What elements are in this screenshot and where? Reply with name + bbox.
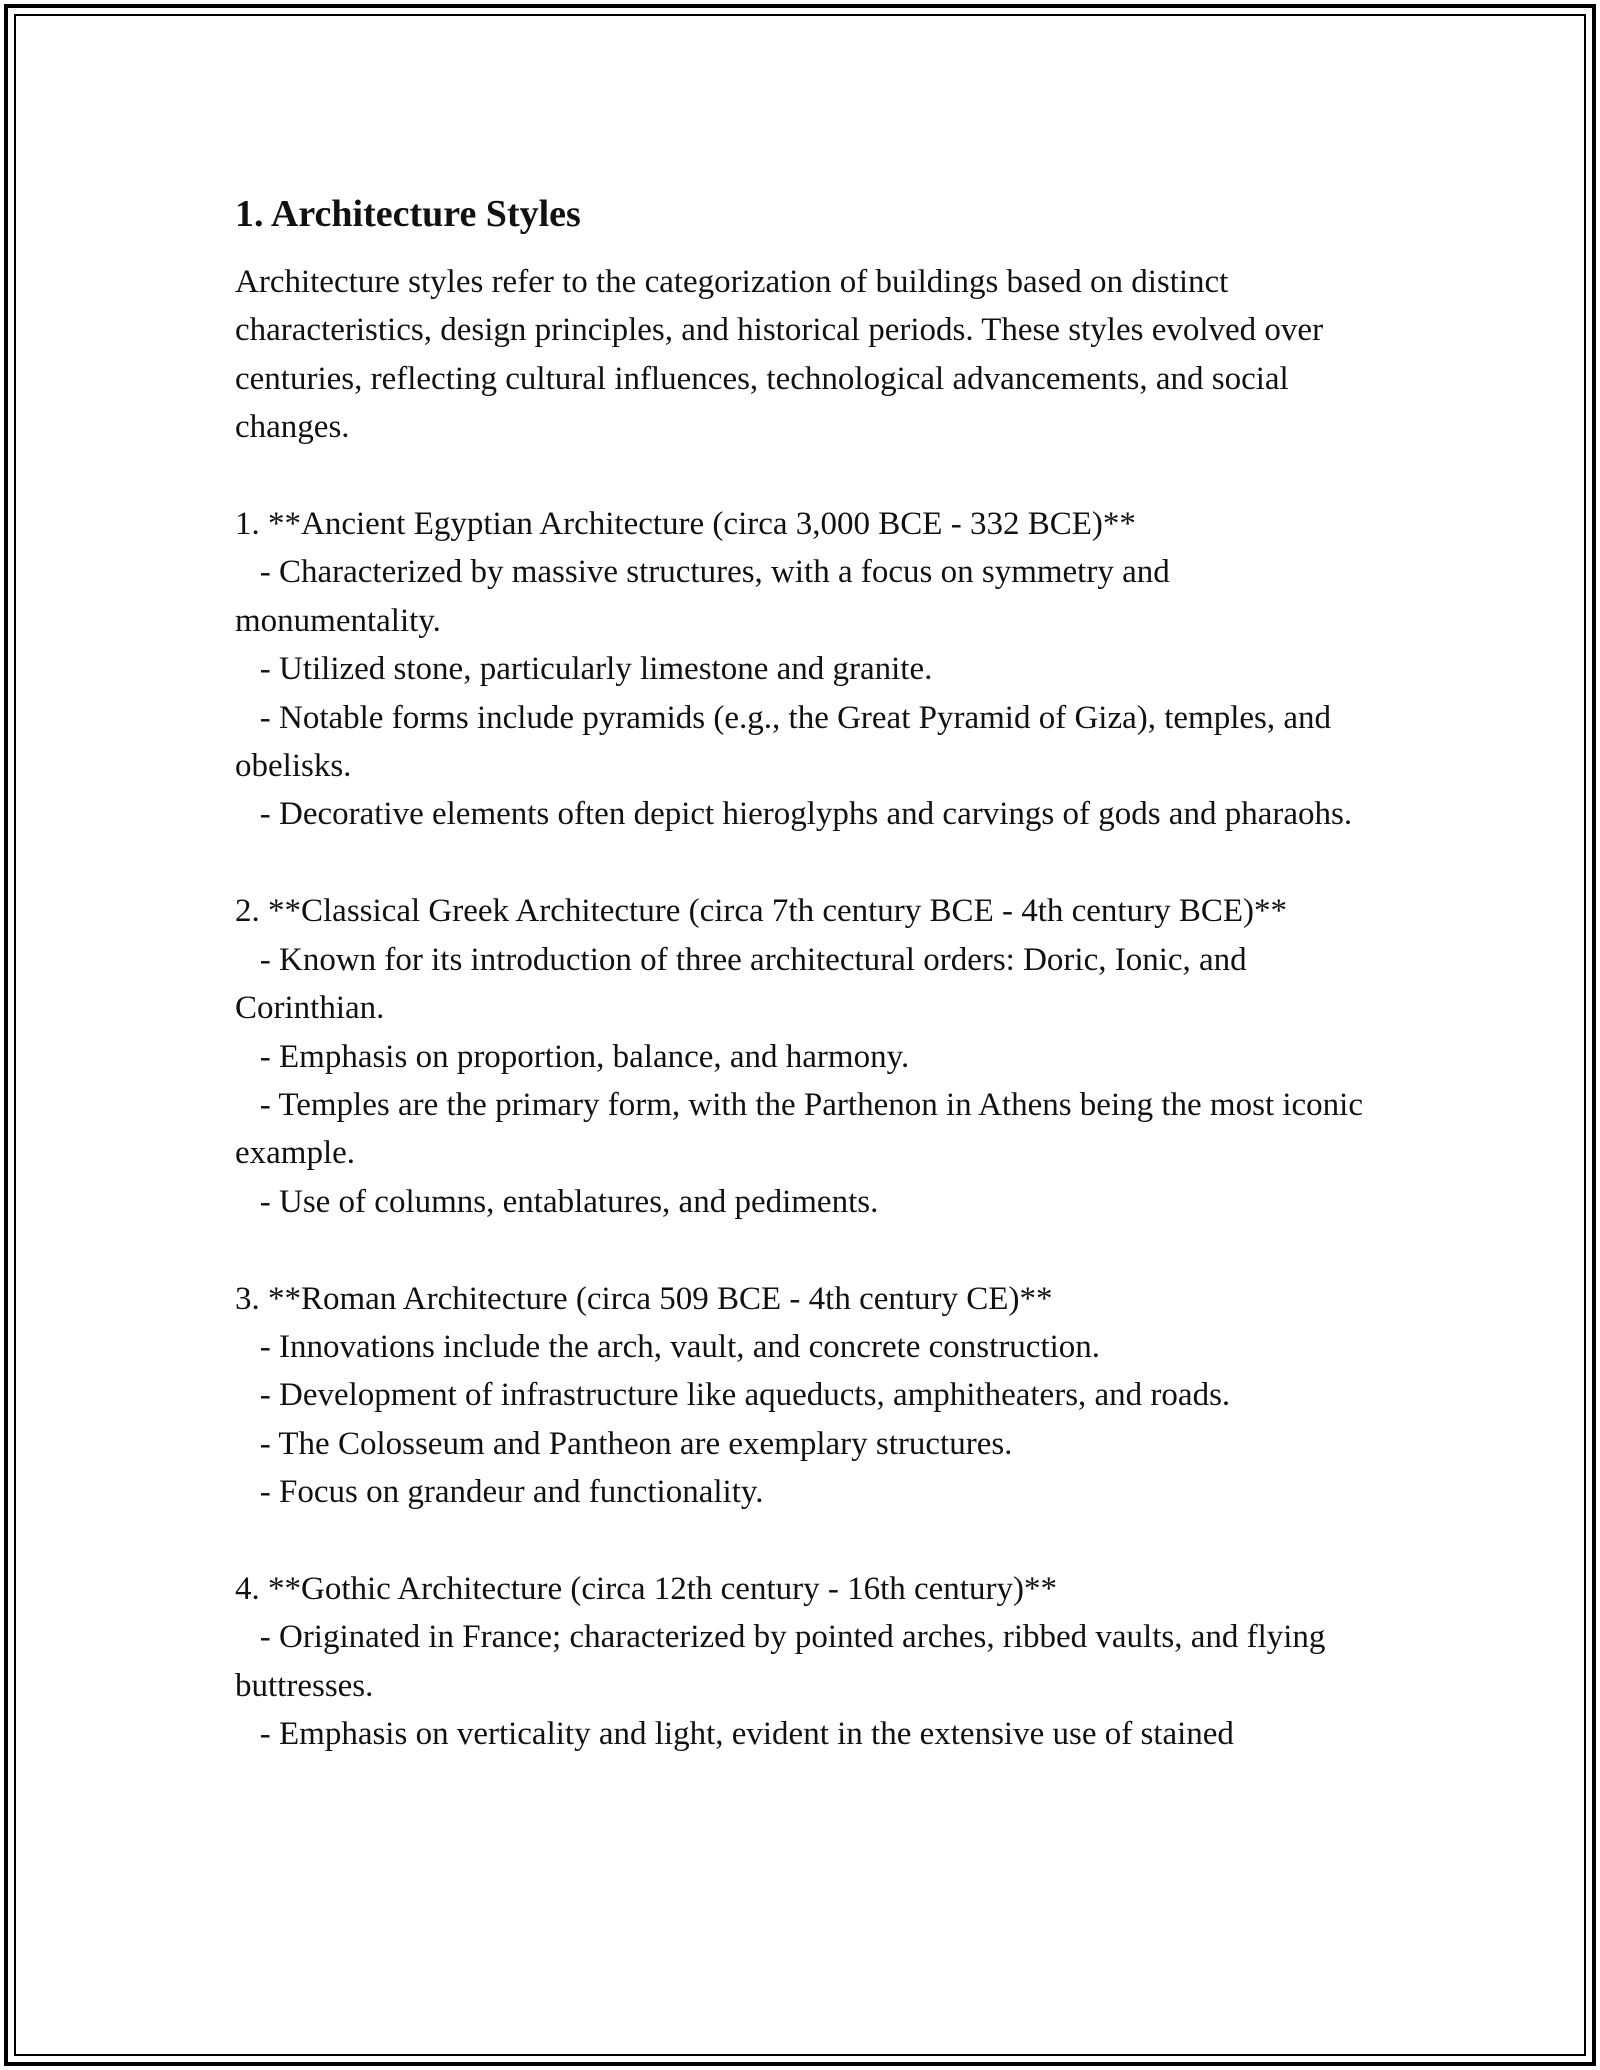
style-bullet: - Emphasis on verticality and light, evident in the extensive use of stained	[259, 1716, 1234, 1753]
document-body	[235, 188, 1375, 1759]
style-bullet: - Emphasis on proportion, balance, and harmony.	[259, 1038, 910, 1075]
document-text	[235, 258, 1375, 1759]
style-heading-gothic: 4. **Gothic Architecture (circa 12th century - 16th century)**	[235, 1570, 1057, 1607]
style-bullet: - Development of infrastructure like aqueducts, amphitheaters, and roads.	[259, 1377, 1231, 1414]
style-bullet: - Known for its introduction of three architectural orders: Doric, Ionic, and Corinthian.	[235, 941, 1255, 1027]
style-bullet: - Focus on grandeur and functionality.	[259, 1474, 764, 1511]
section-title: 1. Architecture Styles	[235, 193, 581, 235]
style-bullet: - Utilized stone, particularly limestone and granite.	[259, 651, 933, 688]
style-heading-egyptian: 1. **Ancient Egyptian Architecture (circa 3,000 BCE - 332 BCE)**	[235, 506, 1136, 543]
style-heading-greek: 2. **Classical Greek Architecture (circa 7th century BCE - 4th century BCE)**	[235, 893, 1288, 930]
style-heading-roman: 3. **Roman Architecture (circa 509 BCE - 4th century CE)**	[235, 1280, 1053, 1317]
style-bullet: - Originated in France; characterized by pointed arches, ribbed vaults, and flying buttresses.	[235, 1619, 1334, 1704]
style-bullet: - Use of columns, entablatures, and pediments.	[259, 1183, 879, 1220]
style-bullet: - Notable forms include pyramids (e.g., the Great Pyramid of Giza), temples, and obelisks.	[235, 699, 1340, 785]
intro-paragraph: Architecture styles refer to the categorization of buildings based on distinct characteristics, design principles, and historical periods. These styles evolved over centuries, reflecting cultural influences, technological advancements, and social changes.	[235, 264, 1332, 446]
style-bullet: - Innovations include the arch, vault, and concrete construction.	[259, 1328, 1101, 1365]
style-bullet: - Characterized by massive structures, with a focus on symmetry and monumentality.	[235, 554, 1178, 639]
style-bullet: - Decorative elements often depict hieroglyphs and carvings of gods and pharaohs.	[259, 796, 1353, 833]
style-bullet: - Temples are the primary form, with the Parthenon in Athens being the most iconic example.	[235, 1086, 1372, 1172]
style-bullet: - The Colosseum and Pantheon are exemplary structures.	[259, 1425, 1013, 1462]
